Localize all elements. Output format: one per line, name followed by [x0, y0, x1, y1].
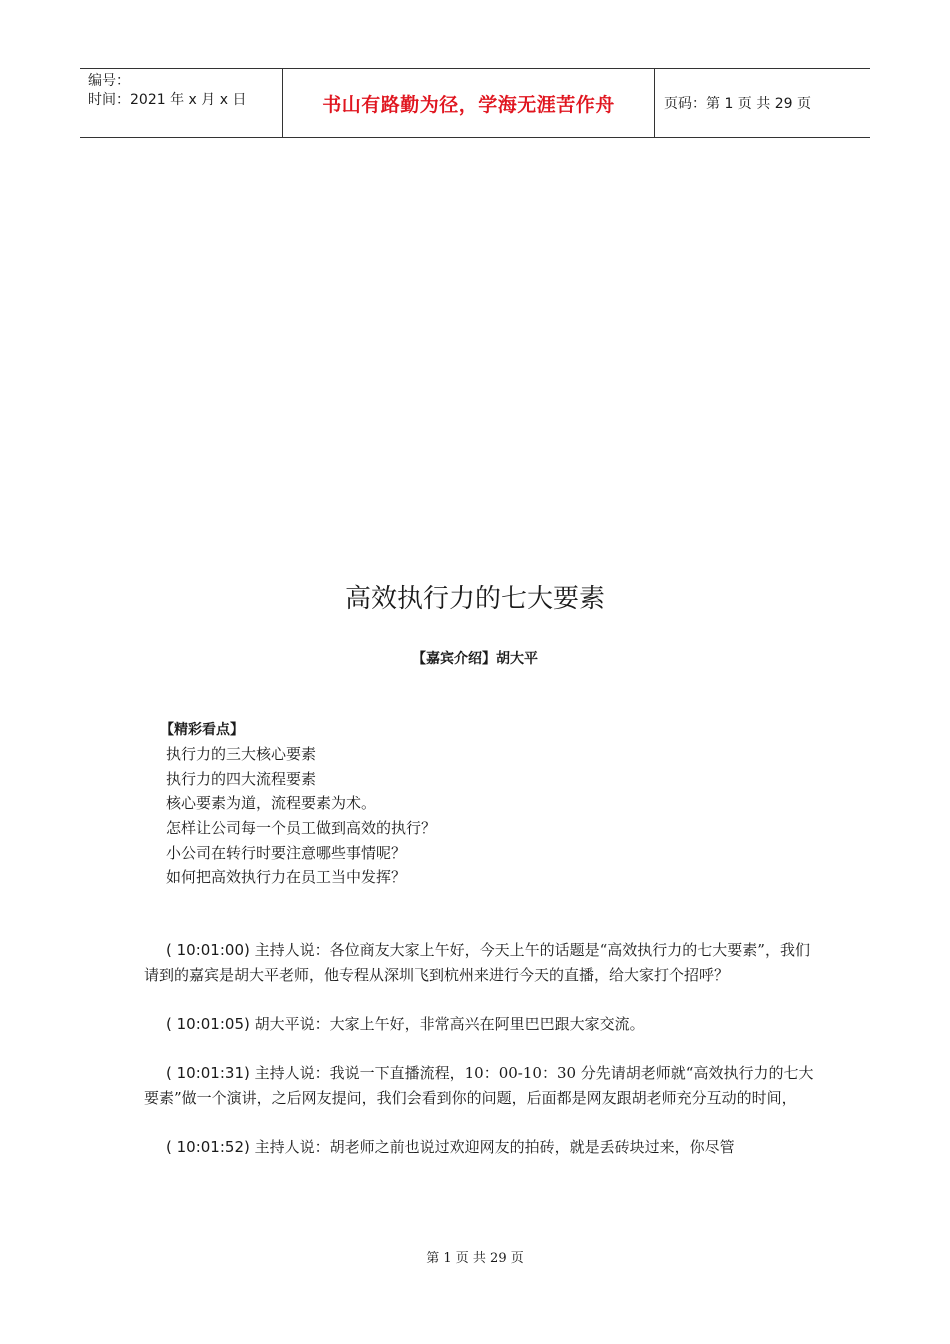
transcript-paragraph [144, 938, 814, 988]
paragraph-text: 胡大平说：大家上午好，非常高兴在阿里巴巴跟大家交流。 [254, 1015, 645, 1033]
header-motto: 书山有路勤为径，学海无涯苦作舟 [282, 69, 655, 137]
timestamp: ( 10:01:00) [166, 941, 250, 959]
document-header [80, 68, 870, 138]
timestamp: ( 10:01:52) [166, 1138, 250, 1156]
transcript [144, 938, 814, 1184]
timestamp: ( 10:01:05) [166, 1015, 250, 1033]
transcript-paragraph [144, 1061, 814, 1111]
header-meta [80, 69, 282, 137]
time-label: 时间：2021 年 x 月 x 日 [88, 92, 247, 108]
highlight-item: 执行力的三大核心要素 [166, 745, 317, 763]
timestamp: ( 10:01:31) [166, 1064, 250, 1082]
highlights-section [160, 718, 437, 890]
highlight-item: 如何把高效执行力在员工当中发挥？ [166, 868, 407, 887]
document-title: 高效执行力的七大要素 [344, 584, 605, 614]
highlights-heading: 【精彩看点】 [160, 722, 244, 738]
transcript-paragraph [144, 1012, 814, 1037]
number-label: 编号： [88, 73, 130, 89]
highlight-item: 小公司在转行时要注意哪些事情呢？ [166, 843, 407, 862]
guest-intro: 【嘉宾介绍】胡大平 [412, 651, 538, 667]
highlight-item: 怎样让公司每一个员工做到高效的执行？ [166, 819, 437, 838]
paragraph-text: 主持人说：我说一下直播流程，10：00-10：30 分先请胡老师就“高效执行力的七大要素”做一个演讲，之后网友提问，我们会看到你的问题，后面都是网友跟胡老师充分互动的时间， [144, 1064, 814, 1107]
highlight-item: 执行力的四大流程要素 [166, 769, 317, 788]
paragraph-text: 主持人说：各位商友大家上午好，今天上午的话题是“高效执行力的七大要素”，我们请到的嘉宾是胡大平老师，他专程从深圳飞到杭州来进行今天的直播，给大家打个招呼？ [144, 941, 810, 984]
transcript-paragraph [144, 1135, 814, 1160]
paragraph-text: 主持人说：胡老师之前也说过欢迎网友的拍砖，就是丢砖块过来，你尽管 [254, 1138, 735, 1156]
header-page-info: 页码：第 1 页 共 29 页 [664, 96, 811, 112]
page-footer: 第 1 页 共 29 页 [426, 1251, 524, 1266]
highlight-item: 核心要素为道，流程要素为术。 [166, 794, 377, 813]
